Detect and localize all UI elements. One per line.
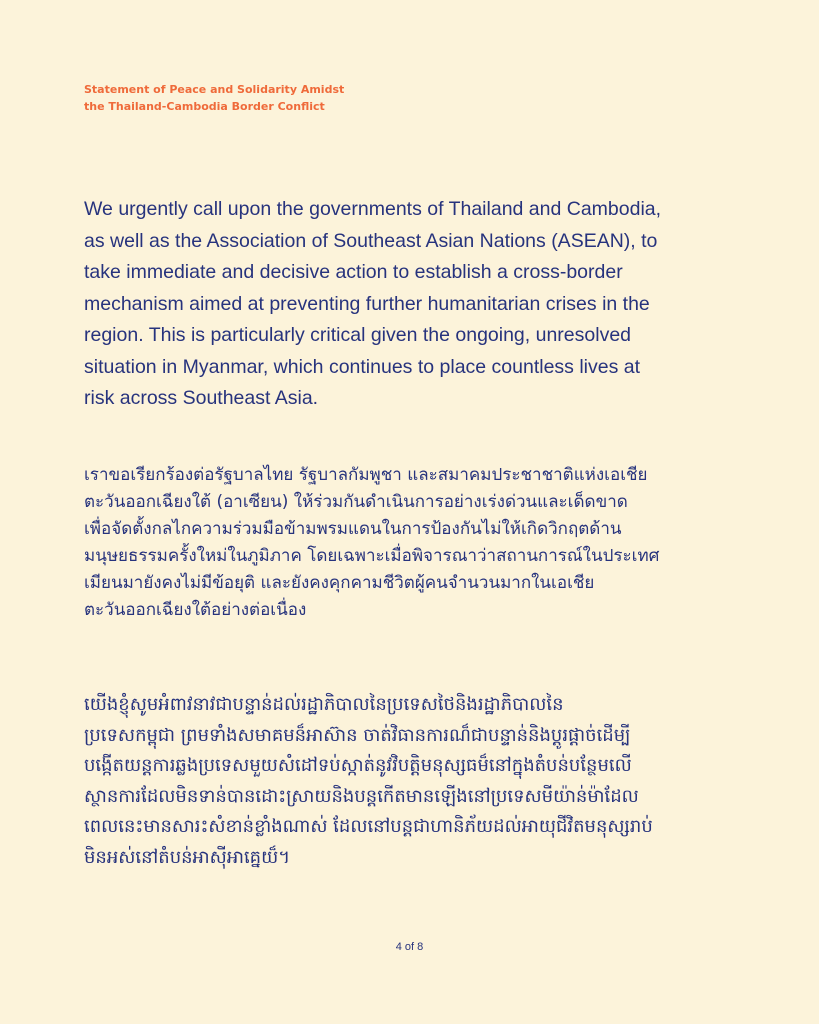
khmer-line: ស្ថានការដែលមិនទាន់បានដោះស្រាយនិងបន្តកើតមានឡើងនៅប្រទេសមីយ៉ាន់ម៉ាដែល: [84, 785, 639, 807]
page-indicator: 4 of 8: [395, 941, 424, 953]
khmer-line: យើងខ្ញុំសូមអំពាវនាវជាបន្ទាន់ដល់រដ្ឋាភិបាលនៃប្រទេសថៃនិងរដ្ឋាភិបាលនៃ: [84, 694, 564, 715]
khmer-line: មិនអស់នៅតំបន់អាស៊ីអាគ្នេយ៏។: [84, 846, 291, 868]
thai-line: เพื่อจัดตั้งกลไกความร่วมมือข้ามพรมแดนในการป้องกันไม่ให้เกิดวิกฤตด้าน: [84, 519, 622, 539]
english-line: We urgently call upon the governments of Thailand and Cambodia,: [84, 198, 662, 220]
english-paragraph: [84, 194, 661, 415]
khmer-line: ប្រទេសកម្ពុជា ព្រមទាំងសមាគមន៏អាស៊ាន ចាត់វិធានការណ៏ជាបន្ទាន់និងប្តូរផ្តាច់ដើម្បី: [84, 724, 631, 746]
khmer-paragraph: [84, 690, 653, 873]
thai-line: ตะวันออกเฉียงใต้ (อาเซียน) ให้ร่วมกันดำเนินการอย่างเร่งด่วนและเด็ดขาด: [84, 492, 628, 512]
thai-paragraph: [84, 462, 659, 624]
english-line: risk across Southeast Asia.: [84, 387, 319, 409]
english-line: situation in Myanmar, which continues to place countless lives at: [84, 355, 641, 378]
english-line: take immediate and decisive action to establish a cross-border: [84, 261, 623, 283]
title-line-1: Statement of Peace and Solidarity Amidst: [84, 83, 345, 96]
khmer-line: ពេលនេះមានសារះសំខាន់ខ្លាំងណាស់ ដែលនៅបន្តជាហានិភ័យដល់អាយុជីវិតមនុស្សរាប់: [84, 816, 653, 837]
english-line: region. This is particularly critical given the ongoing, unresolved: [84, 324, 632, 346]
thai-line: เมียนมายังคงไม่มีข้อยุติ และยังคงคุกคามชีวิตผู้คนจำนวนมากในเอเชีย: [84, 573, 595, 593]
title-line-2: the Thailand-Cambodia Border Conflict: [84, 100, 325, 113]
thai-line: มนุษยธรรมครั้งใหม่ในภูมิภาค โดยเฉพาะเมื่อพิจารณาว่าสถานการณ์ในประเทศ: [84, 546, 660, 566]
english-line: mechanism aimed at preventing further humanitarian crises in the: [84, 292, 650, 315]
thai-line: เราขอเรียกร้องต่อรัฐบาลไทย รัฐบาลกัมพูชา และสมาคมประชาชาติแห่งเอเชีย: [84, 465, 648, 485]
thai-line: ตะวันออกเฉียงใต้อย่างต่อเนื่อง: [84, 600, 307, 620]
statement-title: [84, 81, 484, 115]
english-line: as well as the Association of Southeast Asian Nations (ASEAN), to: [84, 229, 658, 252]
khmer-line: បង្កើតយន្តការឆ្លងប្រទេសមួយសំដៅទប់ស្កាត់នូវវិបត្តិមនុស្សធម៏នៅក្នុងតំបន់បន្ថែមលើ: [84, 755, 632, 776]
